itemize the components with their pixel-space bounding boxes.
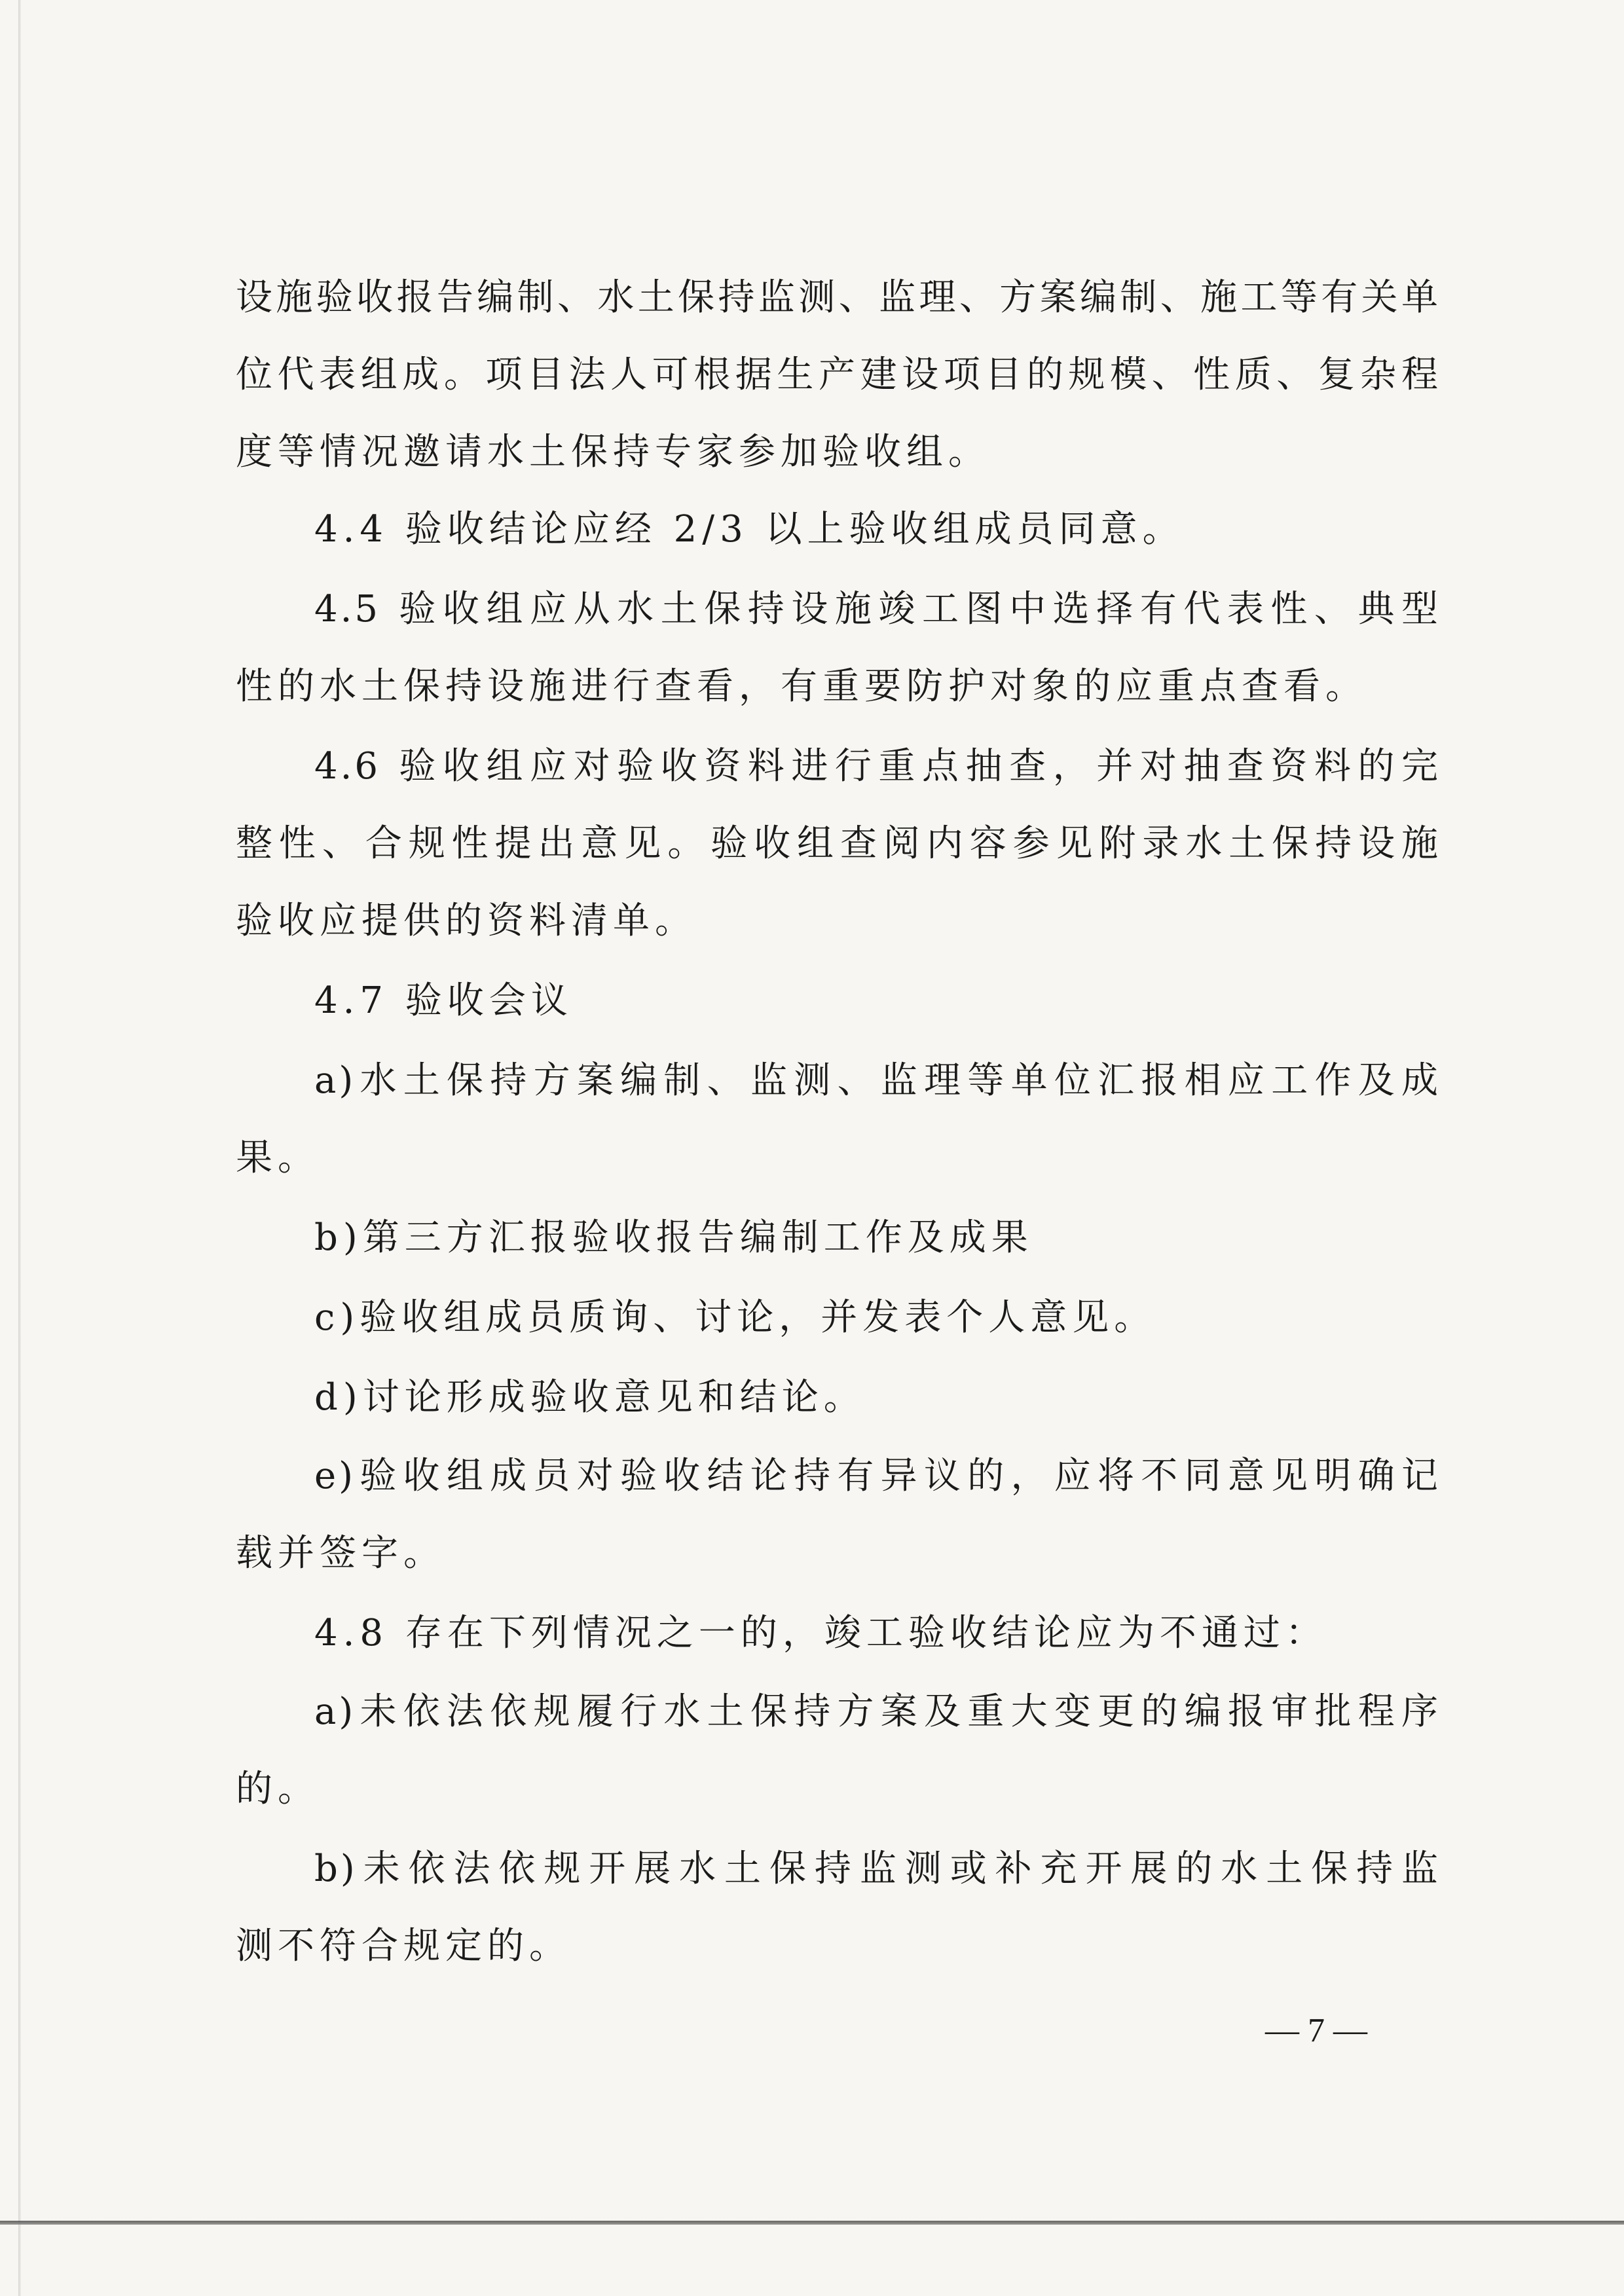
list-item-b: b)第三方汇报验收报告编制工作及成果 — [314, 1216, 1033, 1259]
list-item-b: b)未依法依规开展水土保持监测或补充开展的水土保持监 — [314, 1848, 1441, 1890]
section-4-8: 4.8 存在下列情况之一的，竣工验收结论应为不通过： — [314, 1612, 1327, 1654]
text-line: 位代表组成。项目法人可根据生产建设项目的规模、性质、复杂程 — [236, 354, 1441, 396]
section-4-4: 4.4 验收结论应经 2/3 以上验收组成员同意。 — [314, 508, 1185, 551]
list-item-d: d)讨论形成验收意见和结论。 — [314, 1376, 866, 1419]
text-line: 的。 — [236, 1768, 320, 1810]
text-line: 度等情况邀请水土保持专家参加验收组。 — [236, 431, 990, 473]
section-4-7: 4.7 验收会议 — [314, 979, 573, 1022]
text-line: 验收应提供的资料清单。 — [236, 900, 697, 942]
text-line: 测不符合规定的。 — [236, 1925, 571, 1967]
text-line: 性的水土保持设施进行查看，有重要防护对象的应重点查看。 — [236, 665, 1367, 708]
scan-edge-bottom — [0, 2221, 1624, 2225]
section-4-6: 4.6 验收组应对验收资料进行重点抽查，并对抽查资料的完 — [314, 745, 1441, 788]
text-line: 载并签字。 — [236, 1532, 445, 1575]
text-line: 果。 — [236, 1137, 320, 1179]
scan-edge-left — [18, 0, 21, 2296]
list-item-a: a)水土保持方案编制、监测、监理等单位汇报相应工作及成 — [314, 1059, 1441, 1102]
text-line: 整性、合规性提出意见。验收组查阅内容参见附录水土保持设施 — [236, 822, 1441, 865]
list-item-c: c)验收组成员质询、讨论，并发表个人意见。 — [314, 1296, 1156, 1339]
page-number: — 7 — — [1265, 2012, 1367, 2049]
list-item-a: a)未依法依规履行水土保持方案及重大变更的编报审批程序 — [314, 1690, 1441, 1733]
list-item-e: e)验收组成员对验收结论持有异议的，应将不同意见明确记 — [314, 1455, 1441, 1497]
text-line: 设施验收报告编制、水土保持监测、监理、方案编制、施工等有关单 — [236, 276, 1441, 319]
section-4-5: 4.5 验收组应从水土保持设施竣工图中选择有代表性、典型 — [314, 588, 1441, 630]
